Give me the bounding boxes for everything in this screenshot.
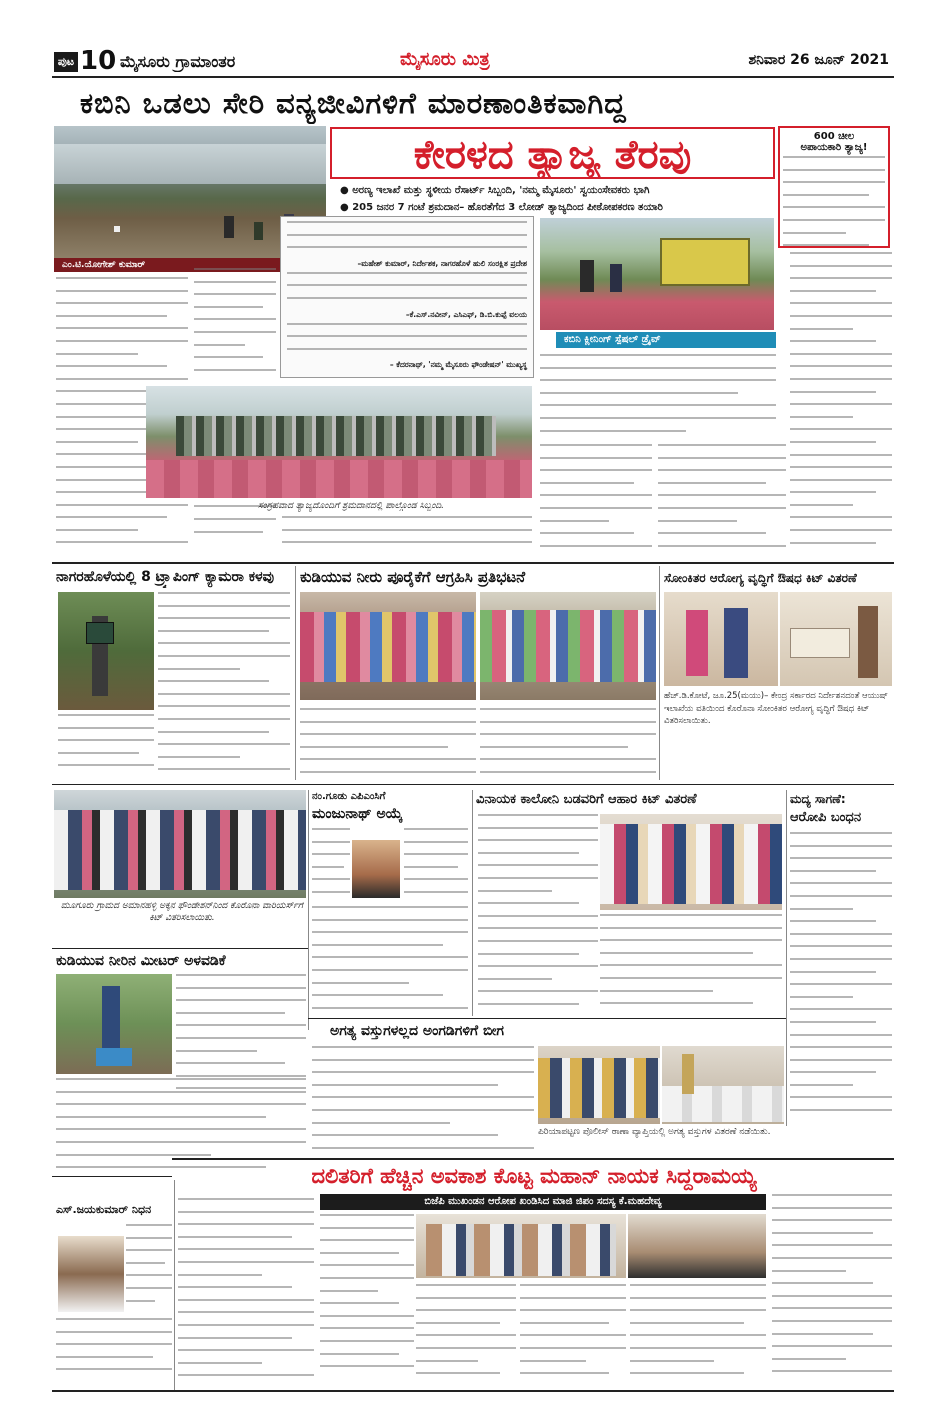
bottom-text-4 [520, 1284, 626, 1384]
quote-2-author: –ಕೆ.ಎಸ್.ನವೀನ್, ಎಸಿಎಫ್, ಡಿ.ಬಿ.ಕುಪ್ಪೆ ವಲಯ [405, 309, 527, 319]
food-kit-headline: ವಿನಾಯಕ ಕಾಲೋನಿ ಬಡವರಿಗೆ ಆಹಾರ ಕಿಟ್ ವಿತರಣೆ [476, 792, 697, 807]
camera-text [158, 592, 290, 776]
sidebar-title-1: 600 ಚೀಲ [813, 131, 855, 142]
lead-headline-main: ಕೇರಳದ ತ್ಯಾಜ್ಯ ತೆರವು [330, 127, 775, 179]
protest-photo-1 [300, 592, 476, 700]
bottom-text-1 [178, 1198, 314, 1384]
manjunath-text-2 [404, 828, 468, 906]
manjunath-text-1 [312, 828, 350, 906]
camera-text-2 [58, 714, 154, 776]
liquor-text [790, 832, 892, 1126]
boxed-story-title: ಕಬಿನಿ ಕ್ಲೀನಿಂಗ್ ಸ್ಪೆಷಲ್ ಡ್ರೈವ್ [556, 332, 776, 348]
lead-photo-group [146, 386, 532, 498]
camera-theft-headline: ನಾಗರಹೊಳೆಯಲ್ಲಿ 8 ಟ್ರ್ಯಾಪಿಂಗ್ ಕ್ಯಾಮರಾ ಕಳವು [56, 569, 275, 585]
obituary-headline: ಎಸ್.ಜಯಕುಮಾರ್ ನಿಧನ [56, 1203, 152, 1216]
quote-3-author: – ಕೆದರನಾಥ್, 'ನಮ್ಮ ಮೈಸೂರು ಫೌಂಡೇಷನ್' ಮುಖ್ಯಸ್ಥ [389, 360, 527, 370]
issue-date: ಶನಿವಾರ 26 ಜೂನ್ 2021 [748, 52, 889, 68]
health-kit-photo-2 [780, 592, 892, 686]
obituary-text-2 [56, 1318, 172, 1384]
lead-col-right [790, 252, 892, 558]
bottom-strap: ಬಿಜೆಪಿ ಮುಖಂಡನ ಆರೋಪ ಖಂಡಿಸಿದ ಮಾಜಿ ಜಿಪಂ ಸದಸ್ಯ ಕೆ.ಮಹದೇವ್ಯ [320, 1194, 766, 1210]
quote-1-author: –ಮಹೇಶ್ ಕುಮಾರ್, ನಿರ್ದೇಶಕ, ನಾಗರಹೊಳೆ ಹುಲಿ ಸಂರಕ್ಷಿತ ಪ್ರದೇಶ [357, 258, 527, 268]
lead-photo-caption: ಸಂಗ್ರಹವಾದ ತ್ಯಾಜ್ಯದೊಂದಿಗೆ ಶ್ರಮದಾನದಲ್ಲಿ ಪಾಲ್ಗೊಂಡ ಸಿಬ್ಬಂದಿ. [258, 501, 445, 511]
sidebar-title-2: ಅಪಾಯಕಾರಿ ತ್ಯಾಜ್ಯ! [800, 142, 868, 153]
page-number: 10 [80, 46, 117, 76]
liquor-headline: ಆರೋಪಿ ಬಂಧನ [790, 810, 862, 825]
bottom-text-6 [772, 1194, 892, 1384]
water-meter-headline: ಕುಡಿಯುವ ನೀರಿನ ಮೀಟರ್ ಅಳವಡಿಕೆ [56, 953, 226, 969]
shops-text-1 [312, 1046, 534, 1156]
liquor-kicker: ಮದ್ಯ ಸಾಗಣೆ: [790, 792, 846, 806]
food-kit-text-1 [478, 814, 598, 1014]
section-rule-1 [52, 562, 894, 564]
protest-photo-2 [480, 592, 656, 700]
bottom-text-5 [630, 1284, 766, 1384]
lead-bullet-2-text: 205 ಜನರ 7 ಗಂಟೆ ಶ್ರಮದಾನ– ಹೊರತೆಗೆದ 3 ಲೋಡ್ ತ್ಯಾಜ್ಯದಿಂದ ಪೀಠೋಪಕರಣ ತಯಾರಿ [352, 202, 663, 213]
sidebar-text [783, 156, 885, 246]
boxed-story-text [540, 354, 776, 440]
camera-photo [58, 592, 154, 710]
health-kit-caption: ಹೆಚ್.ಡಿ.ಕೋಟೆ, ಜೂ.25(ಮಯು)– ಕೇಂದ್ರ ಸರ್ಕಾರದ ನಿರ್ದೇಶನದಂತೆ ಆಯುಷ್ ಇಲಾಖೆಯ ವತಿಯಿಂದ ಕೊರೊನಾ ಸೋಂಕಿತರ ಆರೋಗ್ಯ ವೃದ್ಧಿಗೆ ಔಷಧ ಕಿಟ್ ವಿತರಿಸಲಾಯಿತು. [664, 691, 888, 727]
food-kit-photo [600, 814, 782, 910]
health-kit-headline: ಸೋಂಕಿತರ ಆರೋಗ್ಯ ವೃದ್ಧಿಗೆ ಔಷಧ ಕಿಟ್ ವಿತರಣೆ [664, 571, 857, 585]
manjunath-headline: ಮಂಜುನಾಥ್ ಅಯ್ಕೆ [312, 806, 403, 822]
lead-photo-truck [540, 218, 774, 330]
sidebar-box [778, 126, 890, 248]
protest-text-2 [480, 708, 656, 780]
village-kit-photo [54, 790, 306, 898]
lead-bullet-2: ● 205 ಜನರ 7 ಗಂಟೆ ಶ್ರಮದಾನ– ಹೊರತೆಗೆದ 3 ಲೋಡ್ ತ್ಯಾಜ್ಯದಿಂದ ಪೀಠೋಪಕರಣ ತಯಾರಿ [340, 202, 663, 213]
lead-bullet-1-text: ಅರಣ್ಯ ಇಲಾಖೆ ಮತ್ತು ಸ್ಥಳೀಯ ರೆಸಾರ್ಟ್ ಸಿಬ್ಬಂದಿ, 'ನಮ್ಮ ಮೈಸೂರು' ಸ್ವಯಂಸೇವಕರು ಭಾಗಿ [352, 185, 650, 196]
food-kit-text-2 [600, 914, 782, 1014]
bottom-banner-headline: ದಲಿತರಿಗೆ ಹೆಚ್ಚಿನ ಅವಕಾಶ ಕೊಟ್ಟ ಮಹಾನ್ ನಾಯಕ ಸಿದ್ದರಾಮಯ್ಯ [311, 1164, 757, 1188]
lead-col-2 [194, 268, 276, 386]
bottom-text-3 [416, 1284, 516, 1384]
village-kit-caption: ಮೂಗೂರು ಗ್ರಾಮದ ಅಮಾನಹಳ್ಳಿ ಅಕ್ಕನ ಫೌಂಡೇಶನ್‌ನಿಂದ ಕೊರೊನಾ ವಾರಿಯರ್ಸ್‌ಗೆ ಕಿಟ್ ವಿತರಿಸಲಾಯಿತು. [60, 901, 304, 923]
essential-shops-headline: ಅಗತ್ಯ ವಸ್ತುಗಳಲ್ಲದ ಅಂಗಡಿಗಳಿಗೆ ಬೀಗ [330, 1023, 504, 1039]
lead-col-3 [282, 516, 532, 558]
lead-col-6 [658, 444, 786, 554]
protest-text-1 [300, 708, 476, 780]
water-meter-photo [56, 974, 172, 1074]
bottom-photo-portrait [628, 1214, 766, 1278]
paper-name: ಮೈಸೂರು ಮಿತ್ರ [400, 49, 490, 70]
obituary-portrait [58, 1236, 124, 1312]
shops-photo-1 [538, 1046, 660, 1124]
quote-box [280, 216, 534, 378]
manjunath-kicker: ನಂ.ಗೂಡು ಎಪಿಎಂಸಿಗೆ [312, 791, 386, 802]
water-protest-headline: ಕುಡಿಯುವ ನೀರು ಪೂರೈಕೆಗೆ ಆಗ್ರಹಿಸಿ ಪ್ರತಿಭಟನೆ [300, 568, 526, 586]
shops-photo-2 [662, 1046, 784, 1124]
photo-credit: ಎಂ.ಟಿ.ಯೋಗೇಶ್ ಕುಮಾರ್ [54, 258, 326, 272]
obituary-text-1 [126, 1224, 172, 1320]
section-title: ಮೈಸೂರು ಗ್ರಾಮಾಂತರ [120, 52, 236, 71]
bottom-text-2 [320, 1214, 414, 1384]
food-kit-caption: ಪಿರಿಯಾಪಟ್ಟಣ ಪೊಲೀಸ್ ಠಾಣಾ ವ್ಯಾಪ್ತಿಯಲ್ಲಿ ಅಗತ್ಯ ವಸ್ತುಗಳ ವಿತರಣೆ ನಡೆಯಿತು. [538, 1127, 771, 1137]
manjunath-portrait [352, 840, 400, 898]
lead-bullet-1: ● ಅರಣ್ಯ ಇಲಾಖೆ ಮತ್ತು ಸ್ಥಳೀಯ ರೆಸಾರ್ಟ್ ಸಿಬ್ಬಂದಿ, 'ನಮ್ಮ ಮೈಸೂರು' ಸ್ವಯಂಸೇವಕರು ಭಾಗಿ [340, 185, 650, 196]
bottom-photo-group [416, 1214, 626, 1278]
lead-headline-top: ಕಬಿನಿ ಒಡಲು ಸೇರಿ ವನ್ಯಜೀವಿಗಳಿಗೆ ಮಾರಣಾಂತಿಕವಾಗಿದ್ದ [80, 86, 627, 120]
lead-col-5 [540, 444, 652, 554]
page-badge: ಪುಟ [54, 52, 78, 72]
manjunath-text-3 [312, 906, 468, 1016]
masthead-rule [52, 76, 894, 78]
health-kit-photo-1 [664, 592, 778, 686]
